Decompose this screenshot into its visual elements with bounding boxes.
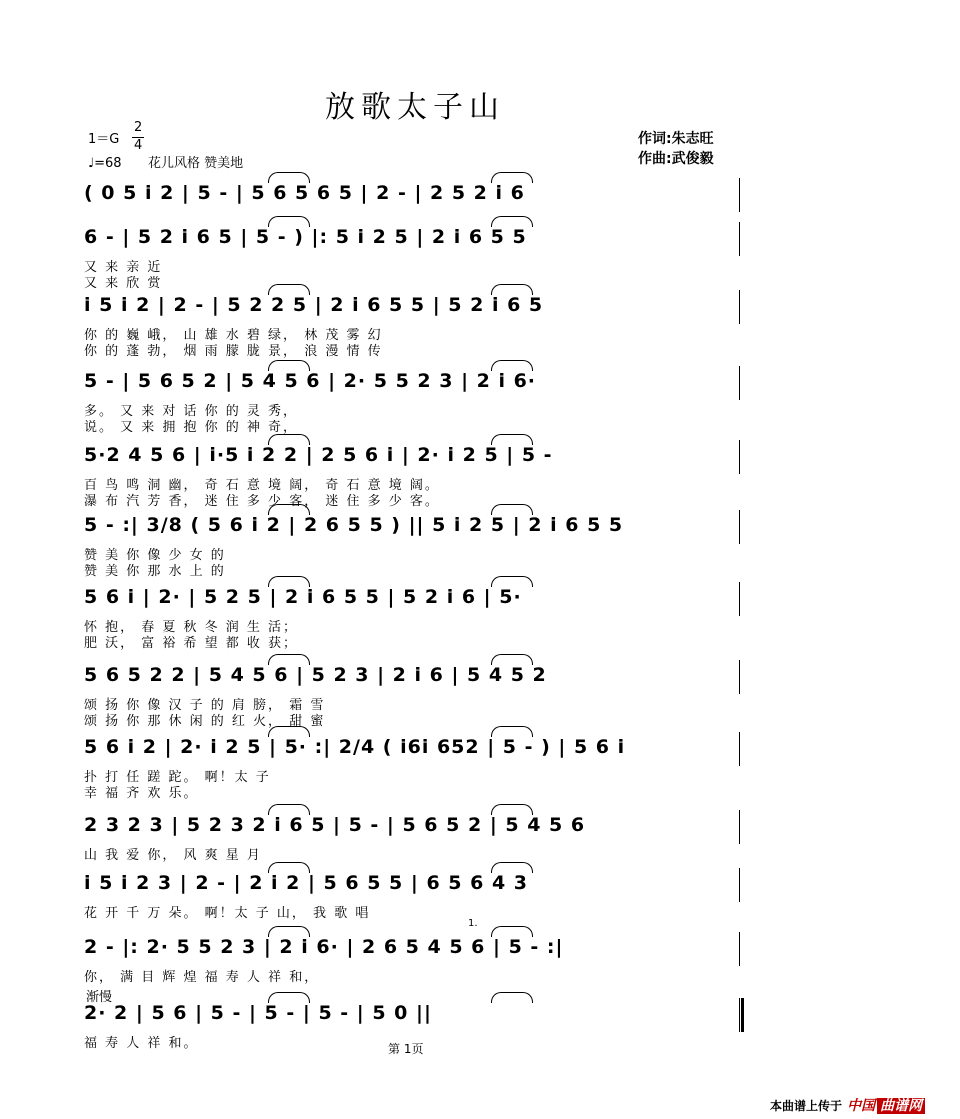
composer: 作曲:武俊毅 [638,151,714,167]
final-barline [741,998,744,1032]
notation-line: i 5 i 2 | 2 - | 5 2 2 5 | 2 i 6 5 5 | 5 2 i 6 5 [84,294,544,316]
barline [739,732,740,766]
lyric-line-1: 山 我 爱 你， 风 爽 星 月 [84,848,262,863]
slur-mark [268,576,310,587]
notation-line: 5·2 4 5 6 | i·5 i 2 2 | 2 5 6 i | 2· i 2 5 | 5 - [84,444,553,466]
notation-line: 2 3 2 3 | 5 2 3 2 i 6 5 | 5 - | 5 6 5 2 | 5 4 5 6 [84,814,586,836]
page-number: 第 1页 [388,1042,424,1056]
style-note: 花儿风格 赞美地 [148,156,244,171]
slur-mark [268,504,310,515]
slur-mark [491,726,533,737]
song-title: 放歌太子山 [325,90,505,125]
barline [739,660,740,694]
slur-mark [491,504,533,515]
slur-mark [268,284,310,295]
slur-mark [491,926,533,937]
slur-mark [491,434,533,445]
lyric-line-1: 扑 打 任 蹉 跎。 啊！太 子 [84,770,271,785]
time-signature-bottom: 4 [134,138,143,153]
slur-mark [268,434,310,445]
site-logo [847,1095,925,1115]
notation-line: 2 - |: 2· 5 5 2 3 | 2 i 6· | 2 6 5 4 5 6 | 5 - :| [84,936,564,958]
lyric-line-1: 多。 又 来 对 话 你 的 灵 秀， [84,404,299,419]
barline [739,440,740,474]
logo-box: 曲谱网 [877,1098,925,1114]
logo-text: 中国 [847,1098,876,1114]
slur-mark [268,216,310,227]
notation-line: i 5 i 2 3 | 2 - | 2 i 2 | 5 6 5 5 | 6 5 6 4 3 [84,872,529,894]
barline [739,868,740,902]
volta-marker: 1. [468,918,478,929]
slur-mark [491,862,533,873]
tempo-mark: ♩=68 [88,156,122,171]
lyric-line-2: 幸 福 齐 欢 乐。 [84,786,199,801]
slur-mark [491,172,533,183]
lyric-line-1: 赞 美 你 像 少 女 的 [84,548,226,563]
notation-line: 2· 2 | 5 6 | 5 - | 5 - | 5 - | 5 0 || [84,1002,432,1024]
slur-mark [491,992,533,1003]
barline [739,366,740,400]
lyricist: 作词:朱志旺 [638,131,714,147]
slur-mark [268,804,310,815]
barline [739,178,740,212]
lyric-line-2: 你 的 蓬 勃， 烟 雨 朦 胧 景， 浪 漫 情 传 [84,344,383,359]
lyric-line-1: 福 寿 人 祥 和。 [84,1036,199,1051]
lyric-line-1: 你 的 巍 峨， 山 雄 水 碧 绿， 林 茂 雾 幻 [84,328,383,343]
lyric-line-2: 又 来 欣 赏 [84,276,163,291]
slur-mark [268,172,310,183]
notation-line: 5 - :| 3/8 ( 5 6 i 2 | 2 6 5 5 ) || 5 i 2 5 | 2 i 6 5 5 [84,514,624,536]
slur-mark [491,284,533,295]
lyric-line-1: 颂 扬 你 像 汉 子 的 肩 膀， 霜 雪 [84,698,326,713]
slur-mark [268,726,310,737]
lyric-line-2: 赞 美 你 那 水 上 的 [84,564,226,579]
slur-mark [491,804,533,815]
slur-mark [491,360,533,371]
barline [739,932,740,966]
slur-mark [268,926,310,937]
notation-line: 5 6 i | 2· | 5 2 5 | 2 i 6 5 5 | 5 2 i 6 | 5· [84,586,522,608]
lyric-line-2: 颂 扬 你 那 休 闲 的 红 火， 甜 蜜 [84,714,326,729]
time-signature-top: 2 [134,120,143,135]
barline [739,290,740,324]
lyric-line-2: 肥 沃， 富 裕 希 望 都 收 获； [84,636,299,651]
source-text: 本曲谱上传于 [770,1099,843,1113]
key-signature: 1＝G [88,132,120,147]
lyric-line-1: 又 来 亲 近 [84,260,163,275]
barline [739,810,740,844]
notation-line: 5 6 5 2 2 | 5 4 5 6 | 5 2 3 | 2 i 6 | 5 4 5 2 [84,664,547,686]
slur-mark [491,216,533,227]
slur-mark [268,654,310,665]
barline [739,998,740,1032]
lyric-line-2: 瀑 布 汽 芳 香， 迷 住 多 少 客， 迷 住 多 少 客。 [84,494,440,509]
lyric-line-1: 怀 抱， 春 夏 秋 冬 润 生 活； [84,620,299,635]
lyric-line-1: 百 鸟 鸣 洞 幽， 奇 石 意 境 阔， 奇 石 意 境 阔。 [84,478,440,493]
slur-mark [491,654,533,665]
lyric-line-1: 你， 满 目 辉 煌 福 寿 人 祥 和， [84,970,320,985]
source-footer [770,1095,925,1115]
barline [739,510,740,544]
slur-mark [491,576,533,587]
slur-mark [268,992,310,1003]
barline [739,582,740,616]
notation-line: 6 - | 5 2 i 6 5 | 5 - ) |: 5 i 2 5 | 2 i 6 5 5 [84,226,527,248]
slur-mark [268,862,310,873]
ritardando-marker: 渐慢 [86,990,113,1005]
notation-line: 5 - | 5 6 5 2 | 5 4 5 6 | 2· 5 5 2 3 | 2 i 6· [84,370,537,392]
notation-line: ( 0 5 i 2 | 5 - | 5 6 5 6 5 | 2 - | 2 5 2 i 6 [84,182,525,204]
notation-line: 5 6 i 2 | 2· i 2 5 | 5· :| 2/4 ( i6i 652 | 5 - ) | 5 6 i [84,736,626,758]
lyric-line-2: 说。 又 来 拥 抱 你 的 神 奇， [84,420,299,435]
slur-mark [268,360,310,371]
barline [739,222,740,256]
lyric-line-1: 花 开 千 万 朵。 啊！太 子 山， 我 歌 唱 [84,906,371,921]
